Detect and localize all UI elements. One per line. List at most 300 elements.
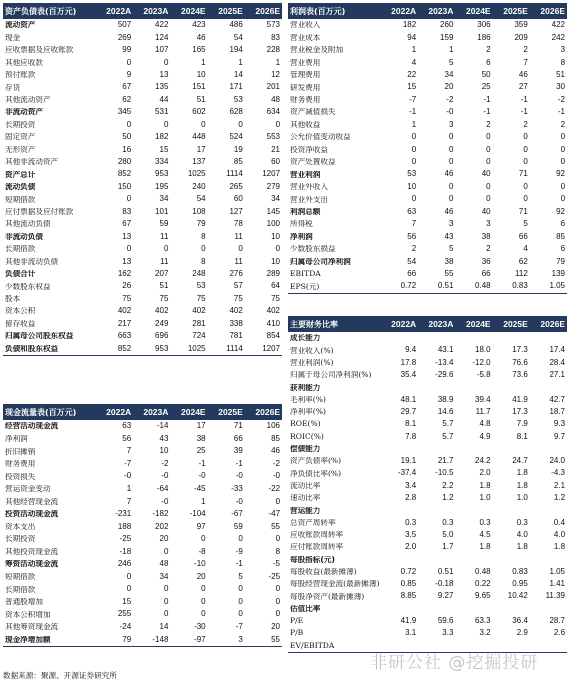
table-cell: 17.8 [400, 357, 417, 367]
table-cell: 30 [556, 82, 566, 92]
table-cell: 9.3 [553, 419, 566, 429]
table-row [3, 181, 282, 193]
row-label: 每股净资产(最新摊薄) [290, 592, 365, 601]
row-label: 资产处置收益 [290, 158, 336, 166]
table-cell: 2.6 [553, 628, 566, 638]
table-row [288, 504, 567, 516]
table-cell: 1 [411, 119, 417, 129]
table-cell: 202 [155, 521, 169, 531]
table-cell: 50 [122, 132, 132, 142]
table-cell: 281 [192, 318, 206, 328]
table-row [3, 596, 282, 609]
table-cell: 345 [117, 107, 132, 117]
table-cell: -0 [235, 471, 243, 481]
table-row [3, 420, 282, 433]
table-row [288, 418, 567, 430]
table-row [3, 305, 282, 317]
table-cell: 0 [201, 119, 206, 129]
table-cell: 53 [407, 169, 417, 179]
table-cell: 34 [159, 194, 169, 204]
table-row [3, 445, 282, 458]
table-row [3, 545, 282, 558]
table-row [288, 193, 567, 205]
column-header: 2026E [255, 407, 281, 417]
table-cell: 0 [411, 144, 417, 154]
table-cell: 107 [155, 45, 169, 55]
table-row [288, 81, 567, 93]
table-row [288, 603, 567, 615]
row-label: 少数股东损益 [290, 245, 336, 253]
table-cell: 97 [196, 521, 206, 531]
table-cell: 171 [229, 82, 243, 92]
table-cell: 5.7 [442, 431, 454, 441]
table-cell: -2 [161, 458, 169, 468]
table-cell: 3 [448, 219, 454, 229]
table-row [288, 615, 567, 627]
table-cell: 9.4 [405, 345, 417, 355]
table-cell: 2.9 [516, 628, 528, 638]
table-cell: 182 [155, 132, 169, 142]
table-cell: -1 [520, 107, 528, 117]
table-cell: 78 [233, 219, 243, 229]
row-label: 营业成本 [290, 33, 321, 42]
table-row [3, 621, 282, 634]
table-cell: 26 [122, 281, 132, 291]
row-label: 其他流动负债 [5, 220, 51, 229]
row-label: 流动资产 [5, 21, 36, 30]
table-cell: 201 [266, 82, 281, 92]
table-cell: 56 [407, 231, 417, 241]
table-cell: 137 [192, 157, 206, 167]
table-cell: -0.18 [435, 579, 454, 589]
table-cell: 51 [196, 94, 206, 104]
table-row [3, 56, 282, 68]
table-row [288, 553, 567, 565]
table-cell: 1.2 [442, 493, 454, 502]
table-header [288, 316, 567, 332]
table-cell: 75 [196, 293, 206, 303]
table-cell: 5.0 [442, 529, 454, 539]
table-cell: -1 [409, 107, 417, 117]
table-cell: 854 [266, 331, 281, 341]
table-cell: 1 [448, 45, 454, 55]
table-cell: 7 [523, 57, 528, 67]
table-cell: 5.7 [442, 419, 454, 429]
table-cell: 1 [411, 45, 417, 55]
table-cell: 1.8 [479, 480, 491, 490]
table-cell: 334 [155, 157, 169, 167]
table-row [288, 31, 567, 43]
table-cell: 634 [266, 107, 281, 117]
table-cell: 24.2 [475, 456, 491, 466]
table-cell: 724 [192, 331, 206, 341]
table-cell: 24.0 [549, 456, 566, 466]
table-row [3, 633, 282, 646]
table-cell: 43.1 [437, 345, 454, 355]
table-cell: 0 [560, 132, 566, 142]
table-cell: 19 [233, 144, 243, 154]
table-cell: 0 [275, 609, 281, 619]
table-cell: 1.2 [553, 493, 566, 502]
table-cell: 422 [551, 20, 566, 30]
table-cell: 99 [122, 45, 132, 55]
table-cell: 139 [551, 268, 566, 278]
table-cell: 1.8 [516, 542, 528, 552]
table-row [288, 369, 567, 381]
row-label: 毛利率(%) [290, 395, 326, 404]
table-row [288, 280, 567, 292]
table-cell: 0 [238, 609, 243, 619]
table-cell: 71 [233, 421, 243, 431]
table-cell: 573 [266, 20, 281, 30]
table-row [3, 19, 282, 31]
row-label: 其他应收款 [5, 58, 43, 67]
table-row [288, 516, 567, 528]
table-row [3, 280, 282, 292]
column-header: 2022A [106, 6, 132, 16]
row-label: 投资损失 [5, 472, 36, 481]
table-cell: 248 [192, 268, 206, 278]
table-cell: 0.4 [553, 517, 566, 527]
table-cell: 60 [233, 194, 243, 204]
table-cell: 1114 [226, 343, 243, 353]
table-cell: 2.0 [479, 468, 491, 478]
watermark: 非研公社 @挖掘投研 [370, 653, 539, 673]
table-cell: 28.7 [549, 615, 566, 625]
table-cell: 0 [275, 584, 281, 594]
table-cell: 55 [444, 268, 454, 278]
table-cell: 3 [560, 45, 566, 55]
table-cell: 852 [117, 169, 132, 179]
column-header: 2024E [181, 6, 206, 16]
table-row [288, 218, 567, 230]
row-label: 偿债能力 [290, 445, 321, 453]
table-cell: 15 [159, 144, 169, 154]
table-cell: 0 [275, 244, 281, 254]
table-cell: -13.4 [435, 357, 454, 367]
table-cell: 2.0 [405, 542, 417, 552]
table-cell: 108 [192, 206, 206, 216]
table-cell: 0 [448, 157, 454, 167]
table-cell: 76.6 [512, 357, 528, 367]
table-cell: 3.5 [405, 529, 417, 539]
table-cell: -104 [189, 509, 206, 519]
table-cell: 0.83 [512, 566, 528, 576]
row-label: 短期借款 [5, 195, 36, 204]
table-cell: -30 [194, 622, 206, 632]
table-cell: -25 [268, 571, 281, 581]
table-row [3, 143, 282, 155]
table-cell: 11.39 [545, 591, 566, 601]
table-cell: 75 [233, 293, 243, 303]
table-cell: -45 [194, 484, 206, 493]
table-cell: 402 [229, 306, 243, 316]
column-header: 2025E [503, 6, 528, 16]
table-title: 主要财务比率 [290, 319, 338, 329]
table-cell: 14 [159, 622, 169, 632]
table-cell: -4.3 [551, 468, 566, 478]
table-cell: 14.6 [437, 406, 454, 416]
table-cell: 0.3 [516, 517, 528, 527]
table-row [288, 143, 567, 155]
table-cell: 41.9 [512, 394, 528, 404]
table-cell: 150 [117, 181, 132, 191]
table-cell: 7 [126, 496, 132, 506]
row-label: 营业利润(%) [290, 358, 334, 367]
table-cell: 20 [196, 571, 206, 581]
column-header: 2023A [428, 319, 454, 329]
row-label: 营业外收入 [290, 183, 328, 191]
table-cell: 151 [192, 82, 206, 92]
row-label: 非流动负债 [5, 232, 43, 241]
table-cell: 101 [155, 206, 169, 216]
table-cell: 3 [448, 119, 454, 129]
table-cell: 0 [126, 571, 132, 581]
table-row [288, 381, 567, 393]
table-cell: 48 [159, 559, 169, 569]
table-bottom-rule [3, 646, 282, 647]
table-row [288, 344, 567, 356]
table-cell: 0 [126, 119, 132, 129]
table-cell: 11 [160, 231, 169, 241]
table-cell: 54 [233, 32, 243, 42]
table-row [288, 156, 567, 168]
table-cell: -0 [446, 107, 454, 117]
table-cell: 27 [518, 82, 528, 92]
row-label: 短期借款 [5, 573, 36, 581]
table-row [3, 119, 282, 131]
table-row [3, 131, 282, 143]
table-row [3, 520, 282, 533]
table-cell: -1 [557, 107, 566, 117]
row-label: 净利率(%) [290, 408, 326, 416]
table-header [3, 404, 282, 420]
table-cell: 953 [155, 169, 169, 179]
row-label: 研发费用 [290, 83, 321, 92]
table-cell: 696 [155, 331, 169, 341]
row-label: 净利润 [5, 435, 28, 443]
table-cell: 9 [126, 69, 132, 79]
table-cell: 16 [122, 144, 132, 154]
row-label: P/E [290, 617, 304, 625]
table-cell: 2.8 [405, 493, 417, 502]
row-label: 股本 [5, 295, 21, 303]
table-cell: 1 [275, 57, 281, 67]
table-cell: 24.7 [512, 456, 528, 466]
table-cell: 7.8 [405, 431, 417, 441]
table-cell: 0 [238, 119, 243, 129]
table-cell: 53 [196, 281, 206, 291]
table-cell: 12 [271, 69, 281, 79]
row-label: 应付账款周转率 [290, 543, 344, 551]
table-cell: 0 [523, 144, 528, 154]
table-cell: 1025 [187, 343, 206, 353]
table-cell: 48 [271, 94, 281, 104]
table-row [288, 578, 567, 590]
table-cell: 1114 [226, 169, 243, 179]
table-row [3, 255, 282, 267]
table-cell: 15 [407, 82, 417, 92]
row-label: 成长能力 [290, 334, 321, 342]
row-label: 所得税 [290, 220, 313, 229]
row-label: 非流动资产 [5, 108, 43, 117]
table-row [3, 268, 282, 280]
table-cell: 56 [122, 433, 132, 443]
table-row [3, 318, 282, 330]
table-cell: 165 [192, 45, 206, 55]
table-cell: -1 [235, 458, 243, 468]
table-row [3, 508, 282, 521]
table-cell: 0 [275, 119, 281, 129]
table-cell: 10 [271, 256, 281, 266]
table-cell: 2.1 [553, 480, 566, 490]
table-row [3, 293, 282, 305]
table-cell: 0.95 [512, 579, 528, 589]
table-cell: 106 [266, 421, 281, 431]
row-label: 经营活动现金流 [5, 422, 59, 431]
table-cell: 448 [192, 132, 206, 142]
table-cell: 13 [159, 69, 169, 79]
table-cell: 188 [117, 521, 132, 531]
table-cell: 2 [486, 45, 491, 55]
table-row [3, 168, 282, 180]
table-cell: 83 [122, 206, 132, 216]
table-row [288, 590, 567, 602]
table-row [288, 56, 567, 68]
table-cell: 2 [523, 119, 528, 129]
table-cell: 1 [201, 496, 206, 506]
table-cell: 8 [201, 231, 206, 241]
row-label: 净利润 [290, 232, 313, 241]
table-row [3, 583, 282, 596]
table-cell: 182 [402, 20, 417, 30]
table-cell: 1.7 [442, 542, 454, 552]
table-cell: -12.0 [472, 357, 491, 367]
table-row [3, 433, 282, 446]
table-title: 资产负债表(百万元) [5, 6, 77, 16]
row-label: 长期投资 [5, 120, 36, 129]
table-cell: 0.83 [512, 281, 528, 291]
table-cell: 67 [122, 82, 132, 92]
row-label: 营业外支出 [290, 195, 328, 204]
row-label: 资产负债率(%) [290, 457, 342, 465]
row-label: 现金 [5, 33, 21, 42]
table-cell: 0 [411, 132, 417, 142]
table-cell: 64 [271, 281, 281, 291]
table-cell: 34 [159, 571, 169, 581]
table-row [288, 566, 567, 578]
table-cell: 2 [486, 244, 491, 254]
table-row [288, 268, 567, 280]
table-cell: 51 [556, 69, 566, 79]
row-label: 利润总额 [290, 207, 321, 216]
table-row [288, 255, 567, 267]
table-cell: 46 [196, 32, 206, 42]
table-cell: 44 [159, 94, 169, 104]
row-label: 存货 [5, 83, 21, 92]
row-label: 资产总计 [5, 170, 36, 179]
row-label: 应收票据及应收账款 [5, 46, 74, 54]
table-cell: 29.7 [400, 406, 417, 416]
table-cell: 11 [234, 256, 243, 266]
row-label: 负债和股东权益 [5, 344, 59, 353]
table-cell: 66 [407, 268, 417, 278]
table-cell: 0 [486, 157, 491, 167]
table-cell: 39.4 [475, 394, 491, 404]
table-cell: 62 [518, 256, 528, 266]
row-label: P/B [290, 629, 304, 638]
row-label: 流动比率 [290, 481, 321, 490]
table-cell: 20 [271, 622, 281, 632]
table-row [3, 495, 282, 508]
table-cell: 0 [163, 584, 169, 594]
table-cell: 17 [196, 144, 206, 154]
table-cell: 51 [159, 281, 169, 291]
table-cell: 2.2 [442, 480, 454, 490]
table-cell: 55 [271, 521, 281, 531]
row-label: 留存收益 [5, 319, 36, 328]
table-cell: 34 [444, 69, 454, 79]
table-row [288, 492, 567, 504]
row-label: 流动负债 [5, 183, 36, 191]
table-cell: 38 [196, 433, 206, 443]
table-cell: 246 [117, 559, 132, 569]
table-row [288, 44, 567, 56]
table-cell: 255 [117, 609, 132, 619]
table-cell: 7 [411, 219, 417, 229]
table-cell: -18 [119, 546, 132, 556]
table-cell: 0.51 [437, 566, 454, 576]
row-label: 获利能力 [290, 383, 321, 392]
row-label: 长期借款 [5, 585, 36, 594]
financial-ratios-table [288, 316, 567, 653]
table-cell: -47 [268, 509, 281, 519]
column-header: 2025E [218, 407, 243, 417]
row-label: 营业利润 [290, 170, 321, 179]
table-cell: 402 [117, 306, 132, 316]
table-row [288, 69, 567, 81]
table-cell: 10 [159, 446, 169, 456]
table-cell: 0 [275, 496, 281, 506]
row-label: 长期借款 [5, 245, 36, 253]
table-cell: 0 [523, 157, 528, 167]
table-cell: 6 [560, 244, 566, 254]
table-cell: 0 [560, 194, 566, 204]
table-row [288, 443, 567, 455]
table-cell: 0 [201, 596, 206, 606]
table-cell: 71 [518, 206, 528, 216]
table-cell: 1207 [262, 343, 281, 353]
table-cell: 0 [201, 244, 206, 254]
row-label: 每股收益(最新摊薄) [290, 567, 357, 576]
row-label: 资产减值损失 [290, 108, 336, 117]
row-label: 投资净收益 [290, 145, 328, 154]
table-cell: 1.0 [516, 493, 528, 502]
table-row [3, 608, 282, 621]
table-cell: 8 [560, 57, 566, 67]
table-cell: 0 [238, 534, 243, 544]
table-cell: 280 [117, 157, 132, 167]
table-cell: 112 [515, 268, 528, 278]
table-cell: 0 [126, 244, 132, 254]
row-label: 每股指标(元) [290, 555, 335, 564]
row-label: 营运资金变动 [5, 485, 51, 493]
table-cell: 73.6 [512, 370, 528, 380]
table-cell: 66 [481, 268, 491, 278]
table-cell: 3 [486, 219, 491, 229]
table-bottom-rule [288, 293, 567, 294]
table-cell: 1.05 [549, 281, 566, 291]
